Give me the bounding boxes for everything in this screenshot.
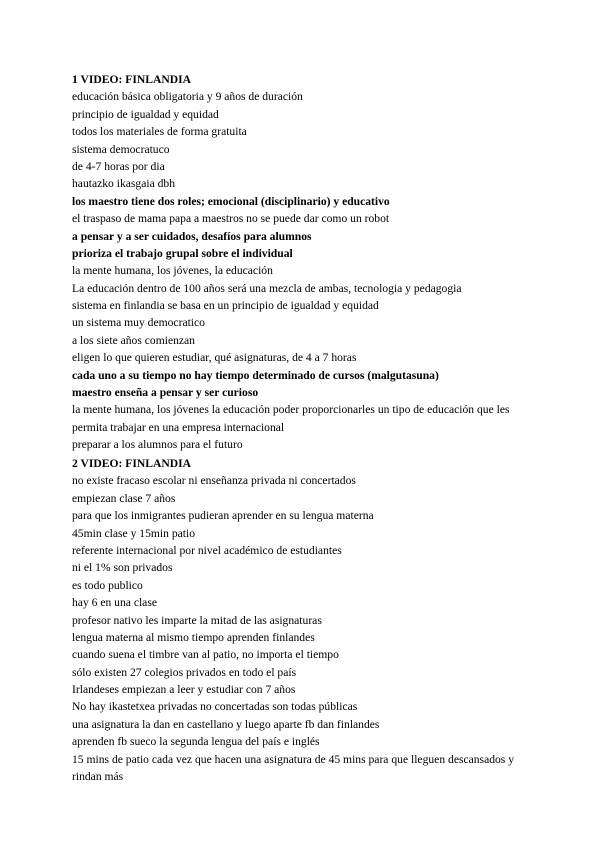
note-line: principio de igualdad y equidad: [72, 107, 219, 121]
note-line: lengua materna al mismo tiempo aprenden finlandes: [72, 630, 315, 644]
section-heading: 2 VIDEO: FINLANDIA: [72, 457, 191, 470]
note-line: aprenden fb sueco la segunda lengua del país e inglés: [72, 735, 320, 749]
note-line: a pensar y a ser cuidados, desafíos para alumnos: [72, 229, 312, 243]
note-line: educación básica obligatoria y 9 años de duración: [72, 90, 303, 104]
note-line: de 4-7 horas por dia: [72, 159, 165, 173]
note-line: sólo existen 27 colegios privados en todo el país: [72, 665, 297, 679]
note-line: 45min clase y 15min patio: [72, 526, 196, 540]
note-line: Irlandeses empiezan a leer y estudiar con 7 años: [72, 683, 296, 697]
note-line: no existe fracaso escolar ni enseñanza privada ni concertados: [72, 474, 356, 488]
note-line: prioriza el trabajo grupal sobre el individual: [72, 246, 293, 260]
note-line: para que los inmigrantes pudieran aprender en su lengua materna: [72, 509, 374, 523]
note-line: No hay ikastetxea privadas no concertadas son todas públicas: [72, 700, 358, 714]
note-line: a los siete años comienzan: [72, 333, 195, 347]
note-line: referente internacional por nivel académico de estudiantes: [72, 543, 342, 557]
note-line: hay 6 en una clase: [72, 596, 157, 610]
note-line: sistema democratuco: [72, 142, 170, 156]
note-line: maestro enseña a pensar y ser curioso: [72, 386, 259, 400]
note-line: es todo publico: [72, 578, 143, 592]
note-line: ni el 1% son privados: [72, 561, 173, 575]
section-video-2: [72, 455, 542, 785]
note-line: una asignatura la dan en castellano y luego aparte fb dan finlandes: [72, 717, 380, 731]
note-line: La educación dentro de 100 años será una mezcla de ambas, tecnologia y pedagogia: [72, 281, 462, 295]
note-line: hautazko ikasgaia dbh: [72, 177, 176, 191]
note-line: todos los materiales de forma gratuita: [72, 125, 247, 139]
note-line: cada uno a su tiempo no hay tiempo determinado de cursos (malgutasuna): [72, 368, 439, 382]
note-line: la mente humana, los jóvenes la educación poder proporcionarles un tipo de educación que les permita trabajar en una empresa internacional: [72, 403, 510, 434]
section-heading: 1 VIDEO: FINLANDIA: [72, 73, 191, 86]
note-line: eligen lo que quieren estudiar, qué asignaturas, de 4 a 7 horas: [72, 351, 357, 365]
note-line: empiezan clase 7 años: [72, 491, 176, 505]
note-line: la mente humana, los jóvenes, la educación: [72, 264, 273, 278]
note-line: el traspaso de mama papa a maestros no se puede dar como un robot: [72, 212, 390, 226]
note-line: un sistema muy democratico: [72, 316, 205, 330]
note-line: los maestro tiene dos roles; emocional (disciplinario) y educativo: [72, 194, 390, 208]
note-line: cuando suena el timbre van al patio, no importa el tiempo: [72, 648, 339, 662]
note-line: 15 mins de patio cada vez que hacen una asignatura de 45 mins para que lleguen descansados y rindan más: [72, 752, 515, 784]
note-line: sistema en finlandia se basa en un principio de igualdad y equidad: [72, 299, 379, 313]
note-line: profesor nativo les imparte la mitad de las asignaturas: [72, 613, 322, 627]
note-line: preparar a los alumnos para el futuro: [72, 438, 243, 452]
section-video-1: [72, 71, 542, 454]
